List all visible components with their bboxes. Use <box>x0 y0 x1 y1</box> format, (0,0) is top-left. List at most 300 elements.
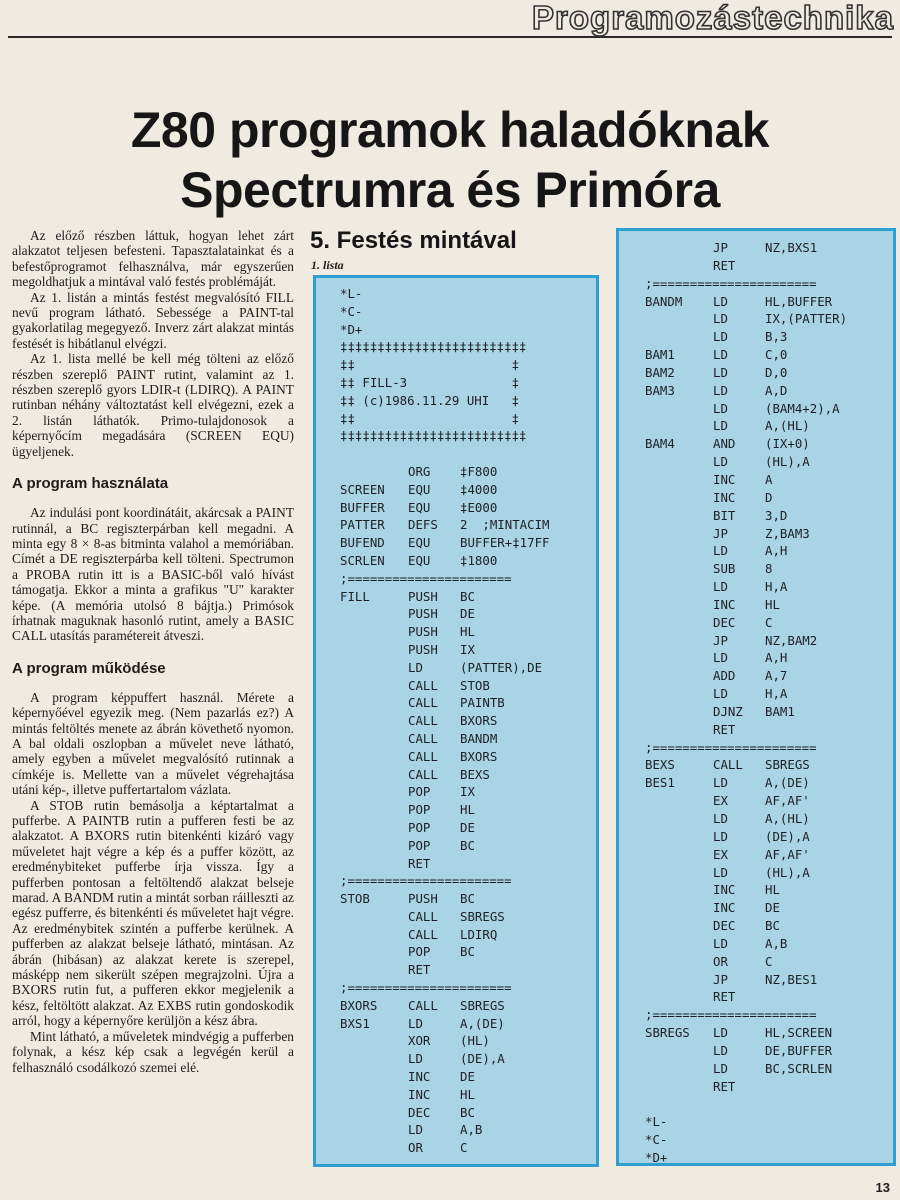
paragraph: Az 1. listán a mintás festést megvalósító FILL nevű program látható. Sebessége a PAINT-tal gyakorlatilag megegyező. Inverz zárt alakzat mintás festését is hibátlanul elvégzi. <box>12 289 294 351</box>
code-arg: DE <box>460 606 475 622</box>
code-arg: A,B <box>460 1122 483 1138</box>
code-label: *L- <box>340 286 363 301</box>
code-line <box>645 739 893 757</box>
code-label: FILL <box>340 588 370 604</box>
code-label: SBREGS <box>645 1025 690 1041</box>
code-arg: SBREGS <box>460 908 505 924</box>
code-arg: DE <box>765 900 780 916</box>
code-line <box>340 943 596 961</box>
code-label <box>645 257 713 275</box>
code-label <box>645 988 713 1006</box>
code-line <box>340 890 596 908</box>
code-line <box>645 1149 893 1167</box>
code-op: RET <box>408 962 431 978</box>
code-label <box>340 837 408 855</box>
code-line <box>340 783 596 801</box>
code-line <box>340 872 596 890</box>
code-op: DJNZ <box>713 703 743 719</box>
code-arg: BEXS <box>460 766 490 782</box>
paragraph: Mint látható, a műveletek mindvégig a pufferben folynak, a kész kép csak a legvégén kerül a felhasználó csodálkozó szemei elé. <box>12 1028 294 1075</box>
code-op: AND <box>713 436 736 452</box>
code-op: CALL <box>713 757 743 773</box>
code-line <box>340 356 596 374</box>
section-header <box>0 0 900 40</box>
code-arg: PAINTB <box>460 695 505 711</box>
code-label <box>340 748 408 766</box>
code-arg: IX,(PATTER) <box>765 311 848 327</box>
code-label <box>340 463 408 481</box>
code-op: LD <box>713 1042 728 1058</box>
code-op: POP <box>408 837 431 853</box>
code-label: ‡‡ FILL-3 ‡ <box>340 374 520 390</box>
code-label: ;====================== <box>340 570 512 586</box>
code-label <box>645 917 713 935</box>
code-op: EX <box>713 793 728 809</box>
code-line <box>645 721 893 739</box>
paragraph: Az 1. lista mellé be kell még tölteni az előző részben szereplő PAINT rutint, valamint az 1. részben szereplő gyors LDIR-t (LDIRQ). A PAINT rutinban néhány változtatást kell elvégezni, ezek a 2. listán láthatók. Primo-tulajdonosok a képernyőcím megadására (SCREEN EQU) ügyeljenek. <box>12 351 294 459</box>
code-line <box>340 588 596 606</box>
code-line <box>645 899 893 917</box>
code-arg: H,A <box>765 579 788 595</box>
code-line <box>340 303 596 321</box>
code-op: DEFS <box>408 517 438 533</box>
code-arg: A,(HL) <box>765 811 810 826</box>
code-line <box>340 445 596 463</box>
code-label <box>645 864 713 882</box>
code-arg: HL <box>460 802 475 818</box>
code-line <box>340 1104 596 1122</box>
code-line <box>645 774 893 792</box>
code-arg: DE <box>460 1069 475 1085</box>
code-label <box>645 685 713 703</box>
code-label <box>340 605 408 623</box>
code-line <box>645 667 893 685</box>
code-arg: B,3 <box>765 329 788 345</box>
code-label: ‡‡‡‡‡‡‡‡‡‡‡‡‡‡‡‡‡‡‡‡‡‡‡‡‡ <box>340 339 527 355</box>
code-line <box>340 926 596 944</box>
code-line <box>645 810 893 828</box>
code-line <box>340 748 596 766</box>
code-line <box>645 632 893 650</box>
code-line <box>645 346 893 364</box>
code-line <box>645 864 893 882</box>
code-line <box>340 659 596 677</box>
code-label <box>340 1104 408 1122</box>
code-arg <box>460 961 596 979</box>
code-arg: IX <box>460 784 475 800</box>
code-arg: A,(DE) <box>460 1015 505 1031</box>
code-op: LD <box>713 418 728 434</box>
code-op: LD <box>713 775 728 791</box>
code-arg: C <box>460 1140 468 1156</box>
code-label: *D+ <box>645 1150 668 1166</box>
code-label <box>340 677 408 695</box>
code-arg: BXORS <box>460 713 498 729</box>
code-line <box>645 1078 893 1096</box>
code-line <box>340 321 596 339</box>
code-line <box>340 427 596 445</box>
code-op: INC <box>713 900 736 916</box>
subheading-operation: A program működése <box>12 659 166 677</box>
code-label: *C- <box>340 303 363 319</box>
code-label <box>340 766 408 784</box>
code-label <box>645 899 713 917</box>
code-line <box>340 1015 596 1033</box>
code-op: POP <box>408 944 431 960</box>
code-listing-left <box>313 275 599 1167</box>
code-op: DEC <box>713 918 736 934</box>
code-label <box>340 1121 408 1139</box>
code-line <box>645 364 893 382</box>
code-line <box>340 570 596 588</box>
code-label <box>340 712 408 730</box>
code-line <box>645 756 893 774</box>
code-arg: SBREGS <box>460 997 505 1013</box>
code-arg: BC <box>460 588 475 604</box>
paragraph: A program képpuffert használ. Mérete a képernyőével egyezik meg. (Nem pazarlás ez?) A mintás feltöltés menete az ábrán követhető nyomon. A bal oldali oszlopban a művelet neve látható, amely egyben a művelet megvalósító rutinnak a címkéje is. Mellette van a művelet végrehajtása utáni kép-, illetve puffertartalom vázlata. <box>12 689 294 798</box>
code-label <box>645 400 713 418</box>
code-op: LD <box>408 1051 423 1067</box>
code-op: ADD <box>713 668 736 684</box>
code-label <box>645 542 713 560</box>
code-op: LD <box>713 543 728 559</box>
code-label <box>645 507 713 525</box>
code-arg: (DE),A <box>765 828 810 844</box>
code-line <box>340 694 596 712</box>
code-line <box>645 917 893 935</box>
page-number: 13 <box>875 1180 890 1195</box>
code-op: LD <box>713 828 728 844</box>
code-arg: A <box>765 471 773 487</box>
code-label <box>645 1042 713 1060</box>
code-arg: HL <box>765 882 780 898</box>
code-label: ;====================== <box>645 275 817 291</box>
code-line <box>645 1131 893 1149</box>
code-op: PUSH <box>408 624 438 640</box>
code-arg: (PATTER),DE <box>460 659 543 675</box>
code-line <box>340 534 596 552</box>
code-op: LD <box>713 811 728 826</box>
paragraph: Az előző részben láttuk, hogyan lehet zárt alakzatot teljesen befesteni. Tapasztalatainkat és a befestőprogramot felhasználva, már egyszerűen megoldhatjuk a mintával való festés problémáját. <box>12 228 294 290</box>
code-line <box>340 285 596 303</box>
code-op: INC <box>408 1086 431 1102</box>
code-op: JP <box>713 971 728 987</box>
code-label <box>645 935 713 953</box>
code-op: INC <box>408 1069 431 1085</box>
code-arg: A,H <box>765 543 788 559</box>
code-arg: HL <box>460 624 475 640</box>
code-arg: AF,AF' <box>765 846 810 862</box>
code-arg: DE,BUFFER <box>765 1042 833 1058</box>
code-arg: A,H <box>765 650 788 666</box>
code-arg: BXORS <box>460 748 498 764</box>
listing-caption: 1. lista <box>311 258 344 272</box>
code-op: LD <box>408 1122 423 1138</box>
header-rule <box>8 36 892 38</box>
code-arg: HL <box>460 1086 475 1102</box>
code-op: CALL <box>408 713 438 729</box>
code-arg: A,(HL) <box>765 418 810 434</box>
code-label <box>645 810 713 828</box>
code-line <box>340 837 596 855</box>
code-op: DEC <box>408 1104 431 1120</box>
code-line <box>645 328 893 346</box>
code-line <box>645 525 893 543</box>
code-line <box>645 596 893 614</box>
code-line <box>340 1121 596 1139</box>
code-arg: HL,BUFFER <box>765 293 833 309</box>
code-line <box>645 293 893 311</box>
code-arg: (HL),A <box>765 454 810 470</box>
code-arg: ‡E000 <box>460 499 498 515</box>
code-op: RET <box>713 257 736 273</box>
code-label <box>645 828 713 846</box>
code-label: ;====================== <box>340 980 512 996</box>
code-label <box>340 730 408 748</box>
code-op: POP <box>408 802 431 818</box>
code-label <box>645 328 713 346</box>
code-label <box>340 961 408 979</box>
code-line <box>645 1060 893 1078</box>
code-line <box>340 1139 596 1157</box>
code-label: ‡‡‡‡‡‡‡‡‡‡‡‡‡‡‡‡‡‡‡‡‡‡‡‡‡ <box>340 428 527 444</box>
code-label <box>340 1139 408 1157</box>
code-arg: NZ,BAM2 <box>765 632 818 648</box>
code-label <box>340 641 408 659</box>
code-label: *L- <box>645 1114 668 1130</box>
code-line <box>340 641 596 659</box>
code-arg: (HL) <box>460 1033 490 1049</box>
code-label <box>340 801 408 819</box>
code-op: RET <box>713 1078 736 1094</box>
code-op: EQU <box>408 552 431 568</box>
code-arg: C <box>765 614 773 630</box>
code-op: LD <box>713 864 728 880</box>
code-line <box>340 730 596 748</box>
code-op: LD <box>713 347 728 363</box>
code-label <box>340 1068 408 1086</box>
code-label: BUFEND <box>340 535 385 551</box>
code-op: INC <box>713 882 736 898</box>
code-op: EQU <box>408 481 431 497</box>
code-line <box>645 542 893 560</box>
code-op: LD <box>713 329 728 345</box>
code-line <box>340 499 596 517</box>
code-op: JP <box>713 632 728 648</box>
code-label <box>645 881 713 899</box>
code-label <box>645 846 713 864</box>
code-line <box>340 997 596 1015</box>
code-label <box>340 855 408 873</box>
code-label <box>645 1060 713 1078</box>
code-op: LD <box>713 1025 728 1041</box>
code-arg <box>765 721 893 739</box>
code-arg: BC <box>460 891 475 907</box>
code-label <box>340 1032 408 1050</box>
code-arg: NZ,BXS1 <box>765 240 818 255</box>
code-label <box>645 471 713 489</box>
code-op: LD <box>713 400 728 416</box>
code-op: JP <box>713 525 728 541</box>
code-arg: C,0 <box>765 347 788 363</box>
code-label <box>340 908 408 926</box>
code-label: BAM3 <box>645 382 675 398</box>
code-line <box>340 712 596 730</box>
code-line <box>645 382 893 400</box>
code-op: POP <box>408 784 431 800</box>
code-line <box>645 1024 893 1042</box>
code-line <box>340 1086 596 1104</box>
code-op: PUSH <box>408 641 438 657</box>
code-arg: SBREGS <box>765 757 810 773</box>
code-line <box>340 481 596 499</box>
code-arg: C <box>765 953 773 969</box>
code-label <box>340 943 408 961</box>
code-line <box>645 239 893 257</box>
code-arg: BAM1 <box>765 703 795 719</box>
code-op: LD <box>713 364 728 380</box>
code-arg <box>460 855 596 873</box>
code-label <box>340 819 408 837</box>
code-line <box>645 953 893 971</box>
code-line <box>340 605 596 623</box>
code-line <box>645 828 893 846</box>
code-label: BAM4 <box>645 436 675 452</box>
code-arg: BC <box>460 944 475 960</box>
code-line <box>645 988 893 1006</box>
code-arg: 8 <box>765 561 773 577</box>
title-line-2: Spectrumra és Primóra <box>180 162 720 218</box>
code-label <box>645 614 713 632</box>
code-label <box>645 596 713 614</box>
code-label: ;====================== <box>340 873 512 889</box>
code-label: ‡‡ ‡ <box>340 357 520 373</box>
code-arg: 2 ;MINTACIM <box>460 517 550 533</box>
code-arg: LDIRQ <box>460 926 498 942</box>
code-line <box>645 489 893 507</box>
code-line <box>340 677 596 695</box>
code-label: SCRLEN <box>340 552 385 568</box>
code-line <box>645 614 893 632</box>
code-label <box>645 703 713 721</box>
code-op: LD <box>713 686 728 702</box>
code-label: ;====================== <box>645 739 817 755</box>
code-op: RET <box>408 855 431 871</box>
code-op: CALL <box>408 748 438 764</box>
code-label <box>645 792 713 810</box>
code-line <box>645 453 893 471</box>
code-label: BXORS <box>340 997 378 1013</box>
code-label <box>645 310 713 328</box>
code-label: BES1 <box>645 775 675 791</box>
code-label: BXS1 <box>340 1015 370 1031</box>
code-label: BUFFER <box>340 499 385 515</box>
code-op: JP <box>713 240 728 255</box>
code-op: DEC <box>713 614 736 630</box>
code-arg: (BAM4+2),A <box>765 400 840 416</box>
code-label <box>645 525 713 543</box>
section-title: Programozástechnika <box>532 0 894 36</box>
code-arg: AF,AF' <box>765 793 810 809</box>
code-arg: HL,SCREEN <box>765 1025 833 1041</box>
code-op: LD <box>408 1015 423 1031</box>
code-line <box>645 507 893 525</box>
code-op: LD <box>713 650 728 666</box>
code-line <box>645 471 893 489</box>
code-arg: IX <box>460 641 475 657</box>
code-line <box>645 310 893 328</box>
code-line <box>645 560 893 578</box>
code-line <box>645 649 893 667</box>
code-label <box>645 649 713 667</box>
code-line <box>340 908 596 926</box>
code-op: ORG <box>408 463 431 479</box>
code-label <box>645 1078 713 1096</box>
code-line <box>645 846 893 864</box>
code-arg: 3,D <box>765 507 788 523</box>
code-arg <box>765 988 893 1006</box>
code-op: INC <box>713 471 736 487</box>
code-line <box>340 1068 596 1086</box>
code-arg: BC <box>765 918 780 934</box>
code-line <box>645 435 893 453</box>
code-op: RET <box>713 989 736 1005</box>
code-op: POP <box>408 819 431 835</box>
code-op: LD <box>713 1060 728 1076</box>
code-arg: ‡F800 <box>460 463 498 479</box>
code-op: LD <box>713 454 728 470</box>
code-op: LD <box>713 311 728 327</box>
code-arg: D <box>765 489 773 505</box>
code-line <box>340 766 596 784</box>
code-label: ‡‡ ‡ <box>340 410 520 426</box>
code-line <box>645 1042 893 1060</box>
code-arg: STOB <box>460 677 490 693</box>
code-label: BAM1 <box>645 347 675 363</box>
code-arg: H,A <box>765 686 788 702</box>
code-op: INC <box>713 489 736 505</box>
code-label <box>645 721 713 739</box>
code-line <box>340 855 596 873</box>
paragraph: Az indulási pont koordinátáit, akárcsak a PAINT rutinnál, a BC regiszterpárban kell megadni. A minta egy 8 × 8-as bitminta valahol a memóriában. Címét a DE regiszterpárba kell tölteni. Spectrumon a PROBA rutin itt is a BASIC-ből való hívást támogatja. Ekkor a minta a grafikus "U" karakter képe. (A memória utolsó 8 bájtja.) Primósok írhatnak maguknak hasonló rutint, amely a BASIC CALL utasítás paramétereit átveszi. <box>12 505 294 644</box>
code-op: CALL <box>408 677 438 693</box>
code-label <box>645 417 713 435</box>
code-arg: BC <box>460 1104 475 1120</box>
code-line <box>340 374 596 392</box>
code-op: LD <box>408 659 423 675</box>
code-arg: DE <box>460 819 475 835</box>
code-line <box>645 971 893 989</box>
code-line <box>340 961 596 979</box>
code-arg: A,B <box>765 935 788 951</box>
code-line <box>340 623 596 641</box>
code-label: ‡‡ (c)1986.11.29 UHI ‡ <box>340 392 520 408</box>
code-op: SUB <box>713 561 736 577</box>
code-op: CALL <box>408 997 438 1013</box>
code-op: INC <box>713 596 736 612</box>
code-label: BANDM <box>645 293 683 309</box>
code-arg <box>765 257 893 275</box>
code-label: *D+ <box>340 321 363 337</box>
code-op: EX <box>713 846 728 862</box>
code-op: OR <box>713 953 728 969</box>
code-line <box>645 417 893 435</box>
code-op: LD <box>713 579 728 595</box>
code-arg: Z,BAM3 <box>765 525 810 541</box>
code-label <box>340 783 408 801</box>
code-line <box>340 979 596 997</box>
code-label <box>645 578 713 596</box>
